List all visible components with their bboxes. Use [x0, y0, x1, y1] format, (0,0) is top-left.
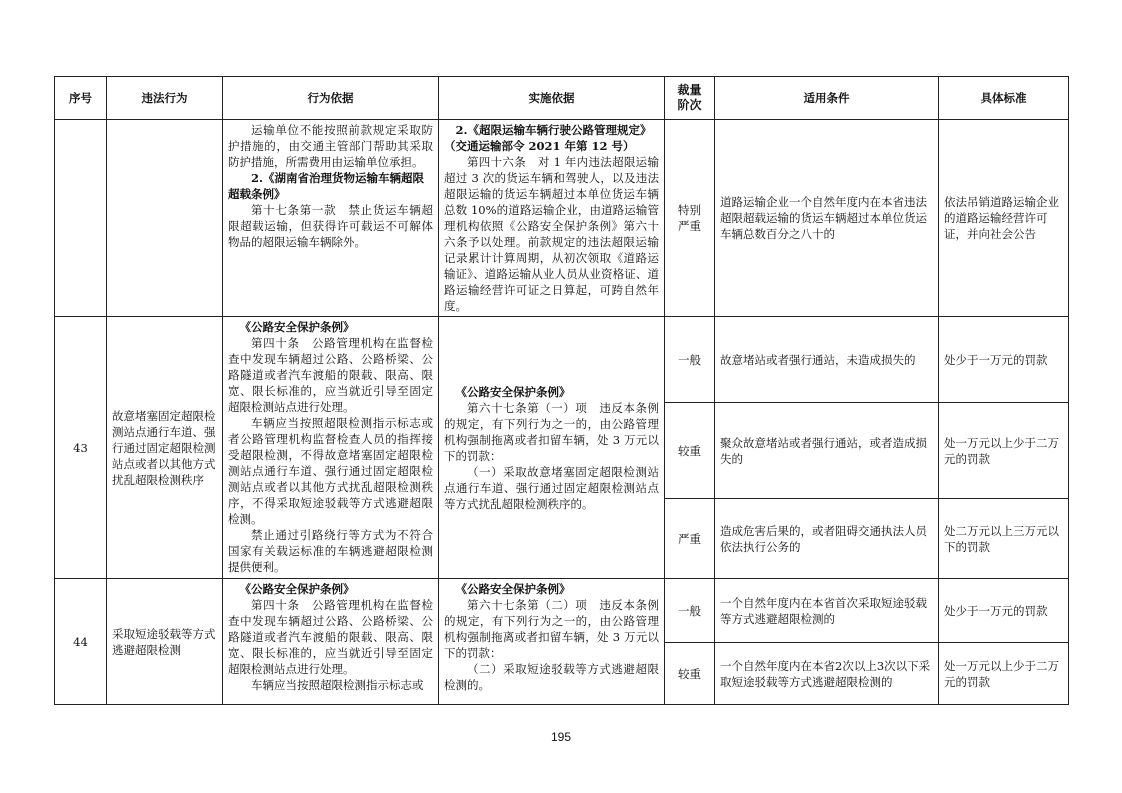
basis-cell — [223, 120, 439, 317]
page-number: 195 — [550, 730, 572, 744]
basis-text: 车辆应当按照超限检测指示标志或 — [251, 678, 424, 692]
table-row — [55, 120, 1069, 317]
impl-title: 《公路安全保护条例》 — [455, 582, 571, 596]
row-no-cell: 44 — [55, 579, 107, 705]
header-basis: 行为依据 — [223, 77, 439, 120]
standard-cell: 处二万元以上三万元以下的罚款 — [939, 499, 1069, 579]
basis-text: 第四十条 公路管理机构在监督检查中发现车辆超过公路、公路桥梁、公路隧道或者汽车渡船的限载、限高、限宽、限长标准的，应当就近引导至固定超限检测站点进行处理。 — [228, 336, 433, 414]
header-impl: 实施依据 — [439, 77, 665, 120]
standard-cell: 依法吊销道路运输企业的道路运输经营许可证，并向社会公告 — [939, 120, 1069, 317]
basis-text: 禁止通过引路绕行等方式为不符合国家有关载运标准的车辆逃避超限检测提供便利。 — [228, 528, 433, 574]
impl-cell — [439, 120, 665, 317]
penalty-table — [54, 76, 1069, 705]
condition-cell: 聚众故意堵站或者强行通站，或者造成损失的 — [715, 403, 939, 499]
level-cell: 较重 — [665, 643, 715, 705]
level-cell: 一般 — [665, 579, 715, 643]
impl-text: 第六十七条第（二）项 违反本条例的规定，有下列行为之一的，由公路管理机构强制拖离或者扣留车辆，处 3 万元以下的罚款： — [444, 598, 659, 660]
impl-cell — [439, 579, 665, 705]
level-cell: 一般 — [665, 317, 715, 403]
basis-text: 第十七条第一款 禁止货运车辆超限超载运输，但获得许可载运不可解体物品的超限运输车辆除外。 — [228, 203, 433, 249]
row-no-cell — [55, 120, 107, 317]
condition-cell: 故意堵站或者强行通站，未造成损失的 — [715, 317, 939, 403]
basis-cell — [223, 317, 439, 579]
condition-cell: 一个自然年度内在本省首次采取短途驳载等方式逃避超限检测的 — [715, 579, 939, 643]
condition-cell: 一个自然年度内在本省2次以上3次以下采取短途驳载等方式逃避超限检测的 — [715, 643, 939, 705]
row-no-cell: 43 — [55, 317, 107, 579]
impl-text: 第四十六条 对 1 年内违法超限运输超过 3 次的货运车辆和驾驶人，以及违法超限运输的货运车辆超过本单位货运车辆总数 10%的道路运输企业，由道路运输管理机构依照《公路安全保护条例》第六十六条予以处理。前款规定的违法超限运输记录累计计算周期，从初次领取《道路运输证》、道路运输从业人员从业资格证、道路运输经营许可证之日算起，可跨自然年度。 — [444, 155, 659, 313]
standard-cell: 处一万元以上少于二万元的罚款 — [939, 403, 1069, 499]
standard-cell: 处少于一万元的罚款 — [939, 317, 1069, 403]
impl-title: 2.《超限运输车辆行驶公路管理规定》（交通运输部令 2021 年第 12 号） — [444, 123, 652, 153]
basis-cell — [223, 579, 439, 705]
impl-text: 第六十七条第（一）项 违反本条例的规定，有下列行为之一的，由公路管理机构强制拖离或者扣留车辆，处 3 万元以下的罚款： — [444, 400, 659, 463]
table-row — [55, 579, 1069, 643]
basis-text: 运输单位不能按照前款规定采取防护措施的，由交通主管部门帮助其采取防护措施，所需费用由运输单位承担。 — [228, 123, 433, 169]
header-behavior: 违法行为 — [107, 77, 223, 120]
behavior-cell: 采取短途驳载等方式逃避超限检测 — [107, 579, 223, 705]
behavior-cell — [107, 120, 223, 317]
impl-text: （二）采取短途驳载等方式逃避超限检测的。 — [444, 662, 659, 692]
basis-title: 《公路安全保护条例》 — [239, 320, 355, 334]
standard-cell: 处一万元以上少于二万元的罚款 — [939, 643, 1069, 705]
impl-title: 《公路安全保护条例》 — [455, 384, 571, 399]
header-standard: 具体标准 — [939, 77, 1069, 120]
header-level: 裁量阶次 — [665, 77, 715, 120]
header-row — [55, 77, 1069, 120]
basis-text: 第四十条 公路管理机构在监督检查中发现车辆超过公路、公路桥梁、公路隧道或者汽车渡船的限载、限高、限宽、限长标准的，应当就近引导至固定超限检测站点进行处理。 — [228, 598, 433, 676]
basis-text: 车辆应当按照超限检测指示标志或者公路管理机构监督检查人员的指挥接受超限检测，不得故意堵塞固定超限检测站点通行车道、强行通过固定超限检测站点或者以其他方式扰乱超限检测秩序，不得采取短途驳载等方式逃避超限检测。 — [228, 416, 433, 526]
table-row — [55, 317, 1069, 403]
header-no: 序号 — [55, 77, 107, 120]
impl-cell — [439, 317, 665, 579]
impl-text: （一）采取故意堵塞固定超限检测站点通行车道、强行通过固定超限检测站点等方式扰乱超限检测秩序的。 — [444, 464, 659, 511]
condition-cell: 道路运输企业一个自然年度内在本省违法超限超载运输的货运车辆超过本单位货运车辆总数百分之八十的 — [715, 120, 939, 317]
standard-cell: 处少于一万元的罚款 — [939, 579, 1069, 643]
header-condition: 适用条件 — [715, 77, 939, 120]
level-cell: 较重 — [665, 403, 715, 499]
level-cell: 特别严重 — [665, 120, 715, 317]
behavior-cell: 故意堵塞固定超限检测站点通行车道、强行通过固定超限检测站点或者以其他方式扰乱超限检测秩序 — [107, 317, 223, 579]
level-cell: 严重 — [665, 499, 715, 579]
basis-title: 《公路安全保护条例》 — [239, 582, 355, 596]
basis-title: 2.《湖南省治理货物运输车辆超限超载条例》 — [228, 171, 425, 201]
condition-cell: 造成危害后果的，或者阻碍交通执法人员依法执行公务的 — [715, 499, 939, 579]
